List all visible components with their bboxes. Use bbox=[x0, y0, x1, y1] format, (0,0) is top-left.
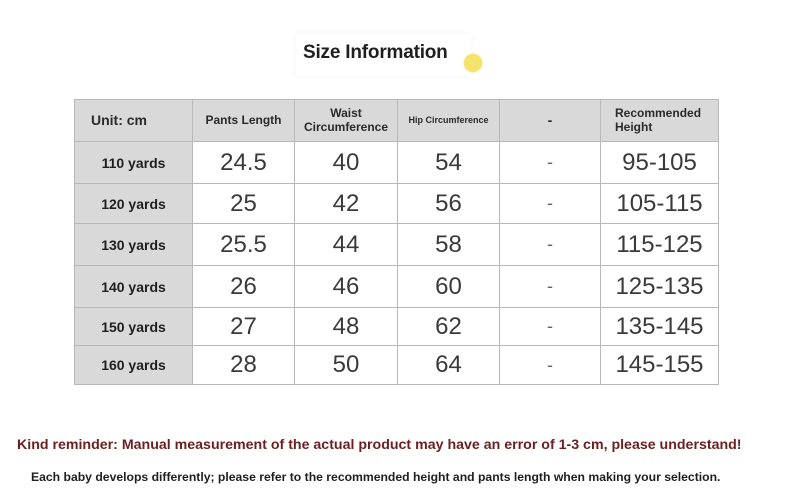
header-waist-circumference: Waist Circumference bbox=[295, 100, 398, 142]
header-recommended-height: Recommended Height bbox=[601, 100, 719, 142]
recommended-height-cell: 125-135 bbox=[601, 266, 719, 308]
waist-cell: 48 bbox=[295, 308, 398, 346]
row-size-label: 160 yards bbox=[75, 346, 193, 385]
row-size-label: 120 yards bbox=[75, 184, 193, 224]
kind-reminder: Kind reminder: Manual measurement of the actual product may have an error of 1-3 cm, please understand! bbox=[17, 437, 742, 453]
recommended-height-cell: 145-155 bbox=[601, 346, 719, 385]
table-row bbox=[75, 184, 719, 224]
row-size-label: 150 yards bbox=[75, 308, 193, 346]
pants-length-cell: 26 bbox=[193, 266, 295, 308]
waist-cell: 50 bbox=[295, 346, 398, 385]
header-hip-circumference: Hip Circumference bbox=[398, 100, 500, 142]
page-title: Size Information bbox=[303, 42, 448, 63]
row-size-label: 110 yards bbox=[75, 142, 193, 184]
recommended-height-cell: 95-105 bbox=[601, 142, 719, 184]
table-row bbox=[75, 142, 719, 184]
blank-cell: - bbox=[500, 142, 601, 184]
waist-cell: 42 bbox=[295, 184, 398, 224]
pants-length-cell: 27 bbox=[193, 308, 295, 346]
table-header-row bbox=[75, 100, 719, 142]
table-row bbox=[75, 308, 719, 346]
waist-cell: 44 bbox=[295, 224, 398, 266]
recommended-height-cell: 135-145 bbox=[601, 308, 719, 346]
waist-cell: 46 bbox=[295, 266, 398, 308]
blank-cell: - bbox=[500, 266, 601, 308]
waist-cell: 40 bbox=[295, 142, 398, 184]
table-row bbox=[75, 224, 719, 266]
recommended-height-cell: 105-115 bbox=[601, 184, 719, 224]
size-table bbox=[74, 99, 719, 385]
row-size-label: 130 yards bbox=[75, 224, 193, 266]
hip-cell: 58 bbox=[398, 224, 500, 266]
header-pants-length: Pants Length bbox=[193, 100, 295, 142]
header-blank: - bbox=[500, 100, 601, 142]
hip-cell: 64 bbox=[398, 346, 500, 385]
table-row bbox=[75, 266, 719, 308]
selection-note: Each baby develops differently; please refer to the recommended height and pants length when making your selection. bbox=[31, 470, 721, 484]
row-size-label: 140 yards bbox=[75, 266, 193, 308]
header-unit: Unit: cm bbox=[75, 100, 193, 142]
hip-cell: 56 bbox=[398, 184, 500, 224]
hip-cell: 60 bbox=[398, 266, 500, 308]
pants-length-cell: 28 bbox=[193, 346, 295, 385]
hip-cell: 62 bbox=[398, 308, 500, 346]
blank-cell: - bbox=[500, 346, 601, 385]
blank-cell: - bbox=[500, 224, 601, 266]
pants-length-cell: 25 bbox=[193, 184, 295, 224]
decorative-dot bbox=[464, 54, 482, 72]
hip-cell: 54 bbox=[398, 142, 500, 184]
table-row bbox=[75, 346, 719, 385]
pants-length-cell: 25.5 bbox=[193, 224, 295, 266]
blank-cell: - bbox=[500, 308, 601, 346]
title-box bbox=[296, 34, 471, 76]
pants-length-cell: 24.5 bbox=[193, 142, 295, 184]
recommended-height-cell: 115-125 bbox=[601, 224, 719, 266]
blank-cell: - bbox=[500, 184, 601, 224]
